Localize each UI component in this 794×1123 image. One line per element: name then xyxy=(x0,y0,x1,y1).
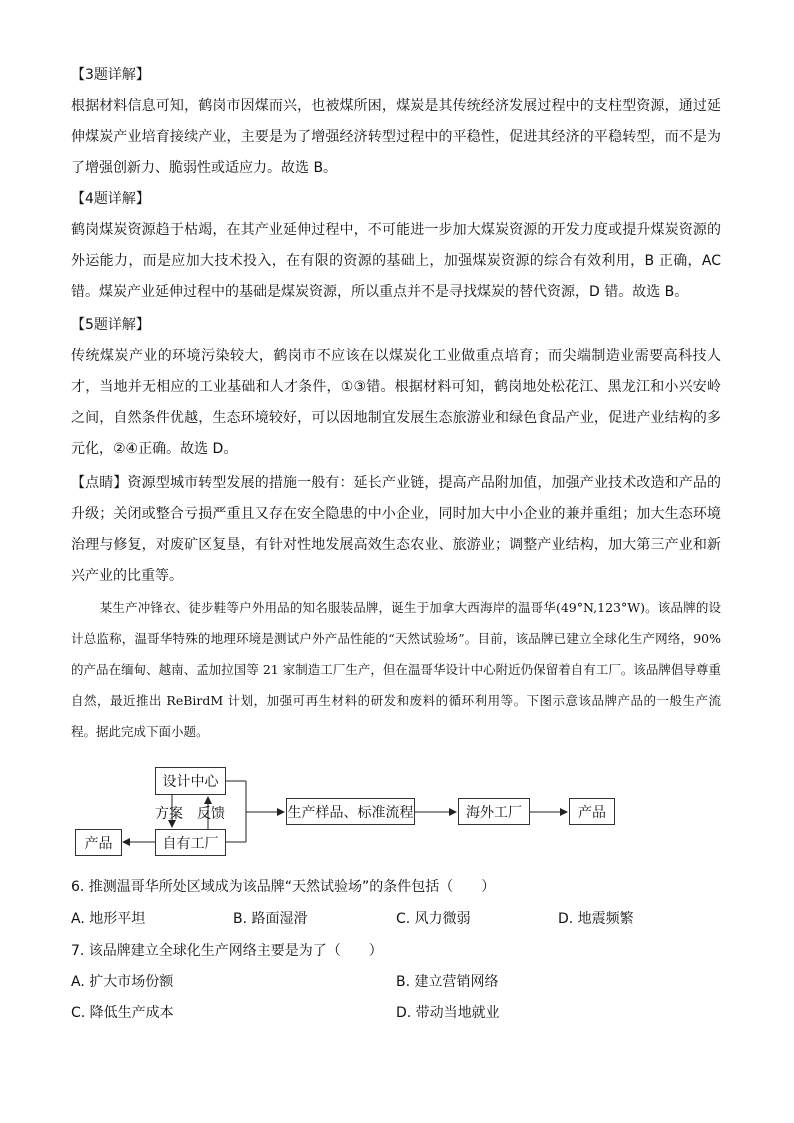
tip-heading: 【点睛】 xyxy=(71,475,128,491)
q7-option-a[interactable]: A. 扩大市场份额 xyxy=(71,974,174,990)
material-text: 某生产冲锋衣、徒步鞋等户外用品的知名服装品牌，诞生于加拿大西海岸的温哥华(49°N,123°W)。该品牌的设计总监称，温哥华特殊的地理环境是测试户外产品性能的“天然试验场”。目前，该品牌已建立全球化生产网络，90%的产品在缅甸、越南、孟加拉国等 21 家制造工厂生产，但在温哥华设计中心附近仍保留着自有工厂。该品牌倡导尊重自然，最近推出 ReBirdM 计划，加强可再生材料的研发和废料的循环利用等。下图示意该品牌产品的一般生产流程。据此完成下面小题。 xyxy=(71,600,721,739)
tip-text: 资源型城市转型发展的措施一般有：延长产业链，提高产品附加值，加强产业技术改造和产品的升级；关闭或整合亏损严重且又存在安全隐患的中小企业，同时加大中小企业的兼并重组；加大生态环境治理与修复，对废矿区复垦，有针对性地发展高效生态农业、旅游业；调整产业结构，加大第三产业和新兴产业的比重等。 xyxy=(71,475,722,584)
sec3-text: 根据材料信息可知，鹤岗市因煤而兴，也被煤所困，煤炭是其传统经济发展过程中的支柱型资源，通过延伸煤炭产业培育接续产业，主要是为了增强经济转型过程中的平稳性，促进其经济的平稳转型，而不是为了增强创新力、脆弱性或适应力。故选 B。 xyxy=(71,98,721,176)
plan-label: 方案 xyxy=(155,806,183,822)
sec3-heading: 【3题详解】 xyxy=(71,67,150,83)
q7-option-c[interactable]: C. 降低生产成本 xyxy=(71,1005,174,1021)
sec4-text: 鹤岗煤炭资源趋于枯竭，在其产业延伸过程中，不可能进一步加大煤炭资源的开发力度或提升煤炭资源的外运能力，而是应加大技术投入，在有限的资源的基础上，加强煤炭资源的综合有效利用，B 正确，AC 错。煤炭产业延伸过程中的基础是煤炭资源，所以重点并不是寻找煤炭的替代资源，D 错。故选 B。 xyxy=(71,222,721,300)
q7-stem: 7. 该品牌建立全球化生产网络主要是为了（ ） xyxy=(71,943,383,959)
q7-option-d[interactable]: D. 带动当地就业 xyxy=(396,1005,500,1021)
q6-option-d[interactable]: D. 地震频繁 xyxy=(558,911,634,927)
q6-option-a[interactable]: A. 地形平坦 xyxy=(71,911,146,927)
sec5-heading: 【5题详解】 xyxy=(71,317,150,333)
q6-option-c[interactable]: C. 风力微弱 xyxy=(396,911,471,927)
sec5-text: 传统煤炭产业的环境污染较大，鹤岗市不应该在以煤炭化工业做重点培育；而尖端制造业需要高科技人才，当地并无相应的工业基础和人才条件，①③错。根据材料可知，鹤岗地处松花江、黑龙江和小兴安岭之间，自然条件优越，生态环境较好，可以因地制宜发展生态旅游业和绿色食品产业，促进产业结构的多元化，②④正确。故选 D。 xyxy=(71,348,721,457)
overseas-factory-box: 海外工厂 xyxy=(458,798,530,825)
feedback-label: 反馈 xyxy=(197,806,225,822)
right-product-box: 产品 xyxy=(569,798,615,825)
own-factory-box: 自有工厂 xyxy=(155,829,226,856)
q7-option-b[interactable]: B. 建立营销网络 xyxy=(396,974,499,990)
sample-process-box: 生产样品、标准流程 xyxy=(286,798,415,825)
q6-option-b[interactable]: B. 路面湿滑 xyxy=(233,911,308,927)
sec4-heading: 【4题详解】 xyxy=(71,191,150,207)
design-center-box: 设计中心 xyxy=(155,767,226,795)
q6-stem: 6. 推测温哥华所处区域成为该品牌“天然试验场”的条件包括（ ） xyxy=(71,879,496,895)
left-product-box: 产品 xyxy=(75,829,122,856)
